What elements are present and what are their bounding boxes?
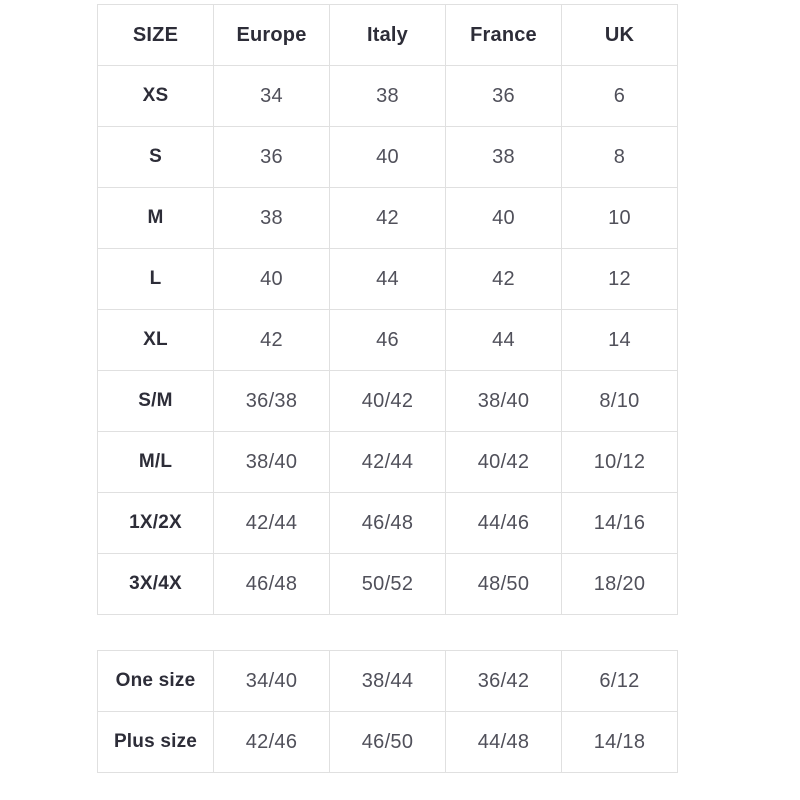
size-cell: 42 — [214, 310, 330, 371]
size-cell: 38/44 — [330, 651, 446, 712]
size-cell: 14/18 — [562, 712, 678, 773]
column-header: Italy — [330, 5, 446, 66]
special-sizes-table — [97, 650, 678, 773]
size-cell: 38 — [330, 66, 446, 127]
row-label: S/M — [98, 371, 214, 432]
size-cell: 36 — [446, 66, 562, 127]
header-row — [98, 5, 678, 66]
size-cell: 8 — [562, 127, 678, 188]
size-cell: 42/44 — [214, 493, 330, 554]
row-label: 1X/2X — [98, 493, 214, 554]
size-cell: 8/10 — [562, 371, 678, 432]
row-label: M — [98, 188, 214, 249]
table-row — [98, 712, 678, 773]
size-cell: 46/48 — [214, 554, 330, 615]
size-cell: 44 — [330, 249, 446, 310]
size-cell: 10 — [562, 188, 678, 249]
size-cell: 14 — [562, 310, 678, 371]
column-header: SIZE — [98, 5, 214, 66]
size-cell: 12 — [562, 249, 678, 310]
size-cell: 14/16 — [562, 493, 678, 554]
row-label: 3X/4X — [98, 554, 214, 615]
size-conversion-table — [97, 4, 678, 615]
size-cell: 6/12 — [562, 651, 678, 712]
size-cell: 46/50 — [330, 712, 446, 773]
table-row — [98, 249, 678, 310]
size-cell: 34/40 — [214, 651, 330, 712]
tables-container — [97, 4, 678, 773]
size-cell: 34 — [214, 66, 330, 127]
table-row — [98, 310, 678, 371]
size-cell: 40 — [446, 188, 562, 249]
row-label: S — [98, 127, 214, 188]
size-cell: 42 — [446, 249, 562, 310]
table-row — [98, 554, 678, 615]
table-row — [98, 188, 678, 249]
size-cell: 46 — [330, 310, 446, 371]
table-row — [98, 66, 678, 127]
row-label: XL — [98, 310, 214, 371]
row-label: One size — [98, 651, 214, 712]
row-label: M/L — [98, 432, 214, 493]
size-cell: 38 — [446, 127, 562, 188]
size-cell: 48/50 — [446, 554, 562, 615]
size-cell: 6 — [562, 66, 678, 127]
table-row — [98, 432, 678, 493]
size-cell: 38 — [214, 188, 330, 249]
column-header: UK — [562, 5, 678, 66]
size-cell: 18/20 — [562, 554, 678, 615]
row-label: L — [98, 249, 214, 310]
size-cell: 40/42 — [330, 371, 446, 432]
table-row — [98, 371, 678, 432]
size-cell: 44/46 — [446, 493, 562, 554]
row-label: Plus size — [98, 712, 214, 773]
size-cell: 38/40 — [214, 432, 330, 493]
size-cell: 46/48 — [330, 493, 446, 554]
table-row — [98, 127, 678, 188]
size-cell: 42/44 — [330, 432, 446, 493]
size-cell: 40 — [214, 249, 330, 310]
size-cell: 36 — [214, 127, 330, 188]
size-cell: 40 — [330, 127, 446, 188]
size-cell: 44 — [446, 310, 562, 371]
size-cell: 36/38 — [214, 371, 330, 432]
size-cell: 42/46 — [214, 712, 330, 773]
size-cell: 50/52 — [330, 554, 446, 615]
column-header: France — [446, 5, 562, 66]
size-cell: 10/12 — [562, 432, 678, 493]
size-cell: 42 — [330, 188, 446, 249]
size-cell: 40/42 — [446, 432, 562, 493]
size-cell: 36/42 — [446, 651, 562, 712]
table-row — [98, 651, 678, 712]
size-cell: 44/48 — [446, 712, 562, 773]
size-cell: 38/40 — [446, 371, 562, 432]
row-label: XS — [98, 66, 214, 127]
table-row — [98, 493, 678, 554]
column-header: Europe — [214, 5, 330, 66]
